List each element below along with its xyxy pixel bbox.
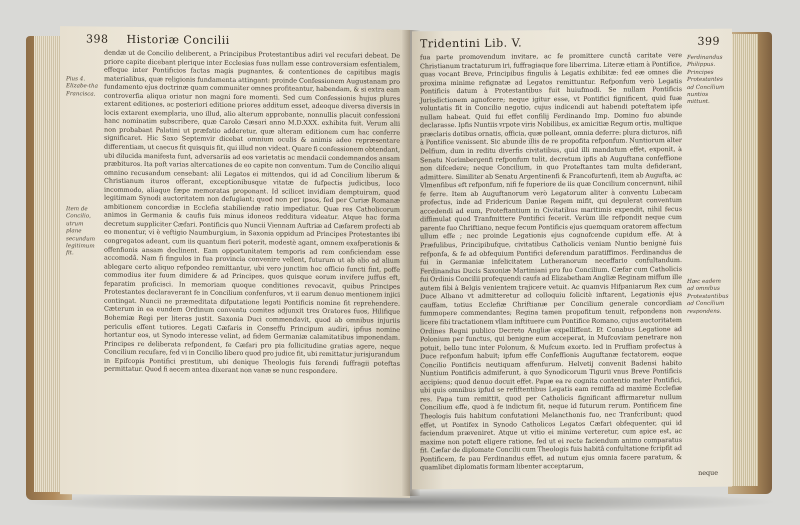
left-margin-note: Item de Concilio, utrum plane secundum legitimum fit. xyxy=(66,206,96,257)
right-margin-note: Ferdinandus Philippus. Principes Protestantes ad Concilium nuntios mittunt. xyxy=(687,54,725,106)
right-page-text: fua parte promovendum invitare, ac fe promittere cunctâ caritate vere Christianum tractaturum iri, fuffragiaque fore liberrima. Literæ etiam à Pontifice, quas vocant Breve, Principibus fingulis à Legatis exhibitæ: fed eæ omnes die proxima minime refignatæ ad Legatos remittuntur. Refponfum verò Legatis Pontificis datum à Protestantibus fuit huiufmodi. Se nullam Pontificis Jurisdictionem agnofcere; neque igitur esse, vt Pontifici fignificent, quid fuæ voluntatis fit in Concilio negotio, cujus indicendi aut habendi poteftatem ipfe nullam habeat. Quid fui effet confilij Ferdinando Imp. Domino fuo abunde declarasse. Ipfis Nuntiis vrpote viris Nobilibus, ex amicitiæ Regum ortis, multique præclaris dotibus ornatis, officia, quæ polleant, omnia deferre: plura dicturos, nifi à Pontifice venissent. Sic abunde illis de re propofita refponfum. Nuntiorum alter Delfium, dum in reditu diverfis civitatibus, quid illi mandatum effet, exponit, à Senatu Norimbergenfi refponfum tulit, decretum ipfis ab Auguftana confeffione non difcedere; neque Concilium, in quo Proteftantes tam multa defiderant, admittere. Similiter ab Senatu Argentinenfi & Francofurtenfi, item ab Augufta, ac Vlmenfibus eft refponfum, nifi fe fuperiore de iis quæ Concilium concernunt, nihil fe ferre. Item ab Auguftanorum verò Legatorum aliter à conventu Lubecam profectus, inde ad Fridericum Daniæ Regem mifit, qui depulerat conventum accedendi ad eum, Proteftantium in Civitatibus maritimis expendit, nihil fecus diffimulat quod Tranfmittere Pontifici fecerit. Verùm ille refpondit neque cum parente fuo Chriftiano, neque fecum Pontificis ejus quemquam oratorem affectum ullum effe ; nec proinde Legationis ejus cognofcende cupidum effe. At à Præfulibus, Principibufque, civitatibus Catholicis veniam Nuntio benignè fuis refponfa, & fe ad obfequium Pontifici deferendum paratiffimos. Ferdinandus de fui in Germaniæ infelicitatem Lutheranorum neceffario confultandum. Ferdinandus Ducis Saxoniæ Martiniani pro fuo Concilium. Cæfar cum Catholicis fui Ordinis Concilii profequendi caufa ad Elizabetham Angliæ Reginam miffum ille autem fibi à Belgis venientem trajicere vetuit. Ac quamvis Hifpaniarum Rex cum Duce Albano vt admitteretur ad colloquiu folicitè inftarent, Legationis ejus cauffam, totius Ecclefiæ Chriftianæ per Concilium generale concordiam fummopere commendantes; Regina tamen propofitum tenuit, refpondens non licere fibi tractationem vllam inftituere cum Pontifice Romano, cujus auctoritatem Ordines Regni publico Decreto Angliæ expelliffent. Et Conabus Legatione ad Polonium per functus, qui benigne eum acceperat, in Mufcoviam penetrare non potuit, bello tunc inter Polonum, & Mufcum exorto. Ied in Pruffiam profectus à Duce refponfum habuit; ipfum effe Confeffionis Auguftanæ fectatorem, eoque Concilio Pontificis neutiquam affenfurum. Helvetij convenit Badensi habito Nuntium Pontificis admiferunt, à quo Synodicorum Tigurii vnus Breve Pontificis accipiens; quod denuo docuit effet. Papæ ea re cognita contentio mater Pontifici, ubi quis omnibus ipfud se refiftentibus Legatis eam remiffa ad maximè Ecclefiæ res. Papa tum remittit, quod per Catholicis fignificant affirmaretur nullum Concilium effe, quod à fe indictum fit, neque id futurum rerum. Pontificem fine Theologis fuis habitum confutationi Melancthonis fuo, nec Tranfcribunt; quod effet, ut Pontifex in Synodo Catholicos Legatos Cæfari obfequenter, qui id faciendum præveniret. Atque ut vitio ei minime verteretur, cum apice est, ac maxime non poteft eligere ratione, fed ut ei recte faciendum animo comparatus fit. Cæfar de diplomate Concilii cum Theologis fuis habitâ confultatione fcripfit ad Pontificem, fe pau Ferdinandus effet, ad nutum ejus omnia facere paratum, & quamlibet diplomatis formam libenter acceptarum, xyxy=(420,51,682,472)
right-page-number: 399 xyxy=(697,34,720,48)
left-page-title: Historiæ Concilii xyxy=(126,32,230,47)
left-page xyxy=(60,26,410,498)
right-running-head xyxy=(420,35,720,51)
left-page-text: dendæ ut de Concilio deliberent, a Principibus Protestantibus adiri vel recufari debeat. De priore capite dicebant plerique inter Ecclesias fuas nullam esse controversiam esfentialem, effeque inter Pontificios factas magis pugnantes, & contentiones de capitibus magis materialibus, quæ religionis fundamenta attingant: proinde Confessionem Augustanam pro fundamento ejus doctrinæ quam communiter omnes profiteantur, habendam, & si extra eam controverfia aliqua oriatur non magni fore momenti. Sed cum Confessionis hujus plures extarent editiones, ac posteriori editione priores additum esset, adeoque diversa diversis in locis extarent exemplaria, uno illud, alio alterum approbante, nonnullis placuit confessioni hanc nominatim subscribere, quæ Carolo Cæsari anno M.D.XXX. exhibita fuit. Verum alii non probabant Palatini ut præfatio adderetur, quæ alteram editionem cum hac conferre significaret. Hic Saxo Septemvir dicebat omnium oculis & animis adeo repræsentare differentiam, ut caecus fit quisquis fit, qui illud non videat. Quare fi confessionem obtendant, ubi dilucida manifesta funt, adversariis ad eos varietatis ac mendacii condemnandos ansam præbituros. Ita poft varias altercationes de eo capite non conventum. Tum de Concilio aliqui omnino recusandum censebant: alii Legatos ei mittendos, qui id ad Concilium liberum & Christianum ituros offerant, exceptionibusque vitatæ de fufpectis judicibus, loco incommodo, aliaque fæpe memoratas proponant. Id scilicet invidiam demptuiram, quod legitimam Synodi auctoritatem non defugiant; quod non per ipsos, fed per Curiæ Romanæ ambitionem concordiæ in Ecclefia stabiliendæ ratio impediatur. Quæ res Catholicorum animos in Germania & caufis fuis minus idoneos redditura videatur. Atque hac forma decretum suppliciter Cæfari. Pontificis quo Nuncii Viennam Auftriæ ad Cæfarem profecti ab eo monentur, vi è veftigio Naumburgium, in Saxonia oppidum ad Principes Protestantes ibi congregatos adeant, cum iis quantum fieri poterit, modestè agant, omnem exafperationis & offenfionis ansam declinent. Eam opportunitatem temporis ad rem conficiendam esse accomodâ. Nam fi fingulos in fua provincia convenire vellent, futurum ut ab alio ad alium ablegare certo aliquo refpondeo remittantur, ubi vero junctim hoc officio functi fint, poffe commodius iter fuum dimidere & ad Principes, quos quisque eorum invifere juffus eft, feparatim proficisci. In memoriam quoque conditiones revocavit, quibus Principes Protestantes declaraverant fe in Concilium confenfuros, vt ii earum denuo mentionem injici contingat. Nuncii ne præmeditata difputatione legati Pontificis nomine fit reprehendere. Cæterum in ea eundem Ordinum conventu comites adjunxit tres Oratores fuos, Hilifique Bohemiæ Regi per literas justit. Saxonia Duci commendavit, quod ab omnibus injuriis periculis effent tutiores. Legati Cæfaris in Conseffu Principum audiri, ipfius nomine hortantur eos, ut Synodo interesse velint, ad fidem Germaniæ calamitatibus imponendam. Principes re deliberata refpondent, fe Cæfari pro pia follicitudine gratias agere, neque Concilium recufare, fed vi in Concilio libero quod pro judice fit, ubi remittatur jurisjurandum in Epifcopis Pontifici prestitum, ubi denique Theologis fuis ferendi fuffragii poteftas permittatur. Quod fi aecem antea dixerant non vanæ se nunc respondere. xyxy=(104,48,400,376)
right-page-title: Tridentini Lib. V. xyxy=(420,36,523,51)
right-page-edges xyxy=(730,34,758,486)
left-running-head xyxy=(86,32,386,48)
left-page-number: 398 xyxy=(86,32,109,46)
left-margin-note: Pius 4. Elizabe-tha Francisca. xyxy=(66,76,98,98)
catchword: neque xyxy=(698,468,718,477)
right-margin-note: Hæc eadem ad omnibus Protestantibus ad Concilium respondens. xyxy=(687,278,729,315)
right-page xyxy=(412,29,732,490)
